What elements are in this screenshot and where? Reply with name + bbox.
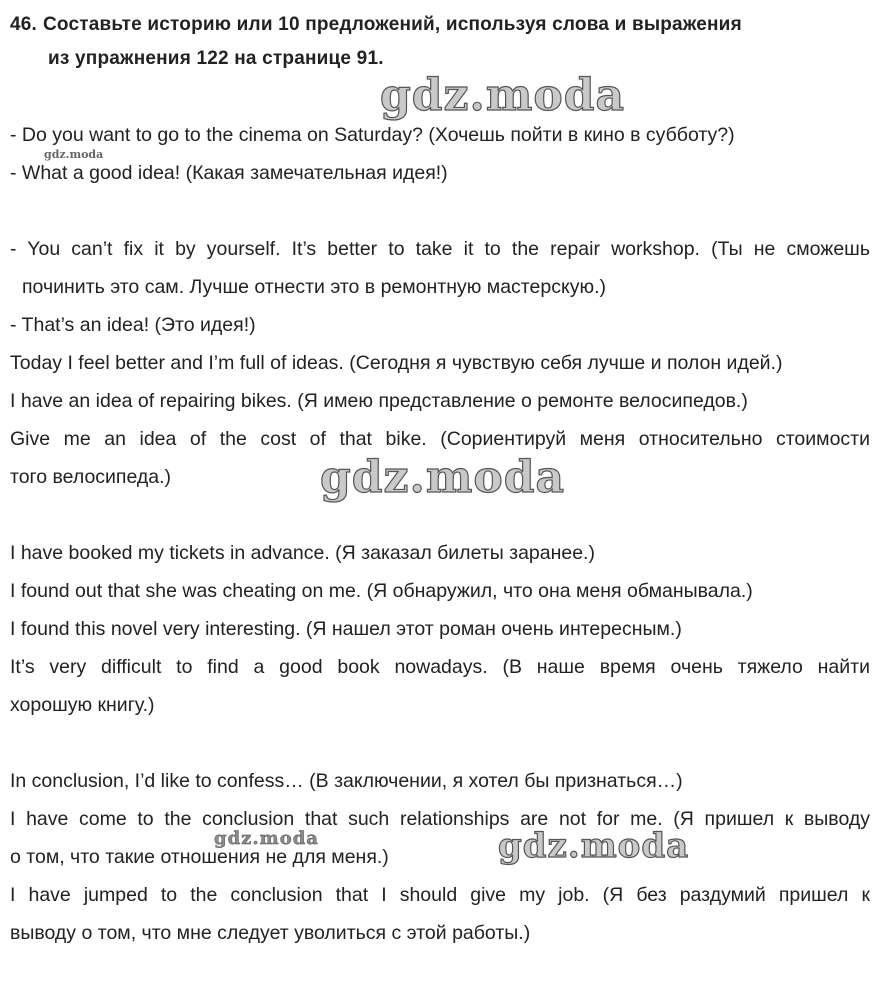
text-line: о том, что такие отношения не для меня.)	[10, 846, 389, 868]
text-line: хорошую книгу.)	[10, 694, 155, 716]
text-line: - What a good idea! (Какая замечательная идея!)	[10, 162, 448, 184]
task-title-line1: Составьте историю или 10 предложений, используя слова и выражения	[43, 14, 742, 35]
text-line: It’s very difficult to find a good book nowadays. (В наше время очень тяжело найти	[10, 656, 870, 678]
task-number: 46.	[10, 14, 38, 35]
watermark-logo: gdz.moda	[214, 828, 319, 849]
text-line: Give me an idea of the cost of that bike. (Сориентируй меня относительно стоимости	[10, 428, 870, 450]
text-line: выводу о том, что мне следует уволиться с этой работы.)	[10, 922, 531, 944]
watermark-logo: gdz.moda	[380, 70, 626, 121]
text-line: - Do you want to go to the cinema on Saturday? (Хочешь пойти в кино в субботу?)	[10, 124, 735, 146]
text-line: I found out that she was cheating on me. (Я обнаружил, что она меня обманывала.)	[10, 580, 753, 602]
watermark-logo: gdz.moda	[498, 826, 690, 866]
text-line: I have an idea of repairing bikes. (Я имею представление о ремонте велосипедов.)	[10, 390, 748, 412]
text-line: починить это сам. Лучше отнести это в ремонтную мастерскую.)	[22, 276, 606, 298]
text-line: - You can’t fix it by yourself. It’s better to take it to the repair workshop. (Ты не сможешь	[10, 238, 870, 260]
task-header	[10, 8, 870, 76]
task-title-line2: из упражнения 122 на странице 91.	[48, 48, 384, 69]
text-line: In conclusion, I’d like to confess… (В заключении, я хотел бы признаться…)	[10, 770, 683, 792]
text-line: I have booked my tickets in advance. (Я заказал билеты заранее.)	[10, 542, 595, 564]
text-line: Today I feel better and I’m full of ideas. (Сегодня я чувствую себя лучше и полон идей.)	[10, 352, 783, 374]
text-line: I have come to the conclusion that such relationships are not for me. (Я пришел к выводу	[10, 808, 870, 830]
text-line: I have jumped to the conclusion that I should give my job. (Я без раздумий пришел к	[10, 884, 870, 906]
watermark-logo: gdz.moda	[320, 452, 566, 503]
watermark-logo: gdz.moda	[44, 148, 104, 161]
text-line: I found this novel very interesting. (Я нашел этот роман очень интересным.)	[10, 618, 682, 640]
text-line: того велосипеда.)	[10, 466, 172, 488]
text-line: - That’s an idea! (Это идея!)	[10, 314, 256, 336]
